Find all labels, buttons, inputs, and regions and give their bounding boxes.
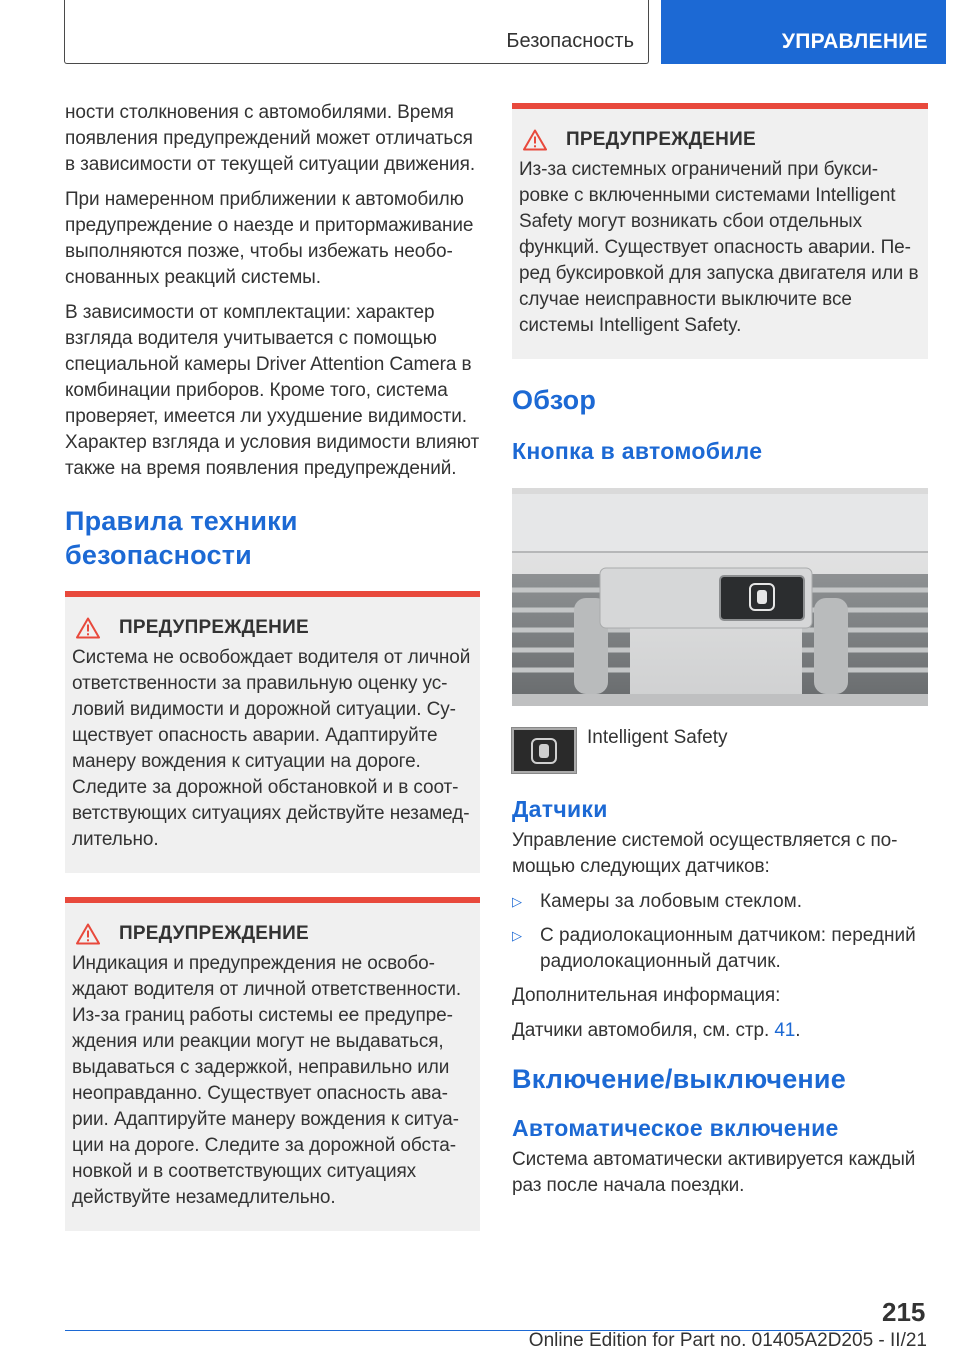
icon-legend — [512, 726, 928, 784]
page-number: 215 — [882, 1297, 926, 1327]
dashboard-button-photo — [512, 488, 928, 706]
warning-triangle-icon — [76, 617, 100, 639]
auto-on-heading: Автоматическое включение — [512, 1115, 839, 1141]
sensors-heading: Датчики — [512, 796, 608, 822]
safety-rules-heading: Правила техники безопасности — [65, 506, 298, 570]
button-heading: Кнопка в автомобиле — [512, 438, 763, 464]
warning-title-text: ПРЕДУПРЕЖДЕНИЕ — [119, 617, 309, 638]
warning-title-text: ПРЕДУПРЕЖДЕНИЕ — [119, 923, 309, 944]
sensors-intro: Управление системой осуществляется с помощью следующих датчиков: — [512, 830, 898, 877]
warning-text: Система не освобождает водителя от личной ответственности за правильную оценку условий видимости и дорожной ситуации. Существует опасность аварии. Адаптируйте манеру вождения к ситуации на дороге. Следите за дорожной обстановкой и в соответствующих ситуациях действуйте незамедлительно. — [72, 647, 471, 850]
list-item: ▷ Камеры за лобовым стеклом. — [512, 889, 928, 915]
bullet-marker-icon: ▷ — [512, 928, 522, 943]
paragraph: При намеренном приближении к автомобилю предупреждение о наезде и притормаживание выполняются позже, чтобы избежать необоснованных реакций системы. — [65, 189, 474, 288]
header-chapter-title: УПРАВЛЕНИЕ — [781, 30, 928, 53]
paragraph: В зависимости от комплектации: характер взгляда водителя учитывается с помощью специальной камеры Driver Attention Camera в комбинации приборов. Кроме того, система проверяет, имеется ли ухудшение видимости. Характер взгляда и условия видимости влияют также на время появления предупреждений. — [65, 302, 480, 479]
footer-edition: Online Edition for Part no. 01405A2D205 - II/21 — [528, 1330, 927, 1351]
warning-triangle-icon — [76, 923, 100, 945]
warning-text: Индикация и предупреждения не освобождают водителя от личной ответственности. Из-за границ работы системы ее предупреждения или реакции могут не выдаваться, выдаваться с задержкой, неправильно или неоправданно. Существует опасность аварии. Адаптируйте манеру вождения к ситуации на дороге. Следите за дорожной обстановкой и в соответствующих ситуациях действуйте незамедлительно. — [72, 953, 462, 1208]
warning-box — [512, 103, 928, 359]
header-section-title: Безопасность — [506, 30, 634, 52]
list-item: ▷ С радиолокационным датчиком: передний радиолокационный датчик. — [512, 925, 916, 972]
warning-title — [523, 125, 920, 155]
warning-box — [65, 897, 480, 1231]
legend-label: Intelligent Safety — [587, 727, 728, 748]
bullet-marker-icon: ▷ — [512, 894, 522, 909]
warning-title-text: ПРЕДУПРЕЖДЕНИЕ — [566, 129, 756, 150]
header-chapter-tab — [661, 0, 946, 64]
warning-box — [65, 591, 480, 873]
more-info-label: Дополнительная информация: — [512, 985, 781, 1006]
warning-text: Из-за системных ограничений при буксировке с включенными системами Intelligent Safety могут возникать сбои отдельных функций. Существует опасность аварии. Перед буксировкой для запуска двигателя или в случае неисправности выключите все системы Intelligent Safety. — [519, 159, 919, 336]
warning-title — [76, 613, 472, 643]
left-column — [65, 100, 480, 1231]
sensors-list — [512, 889, 928, 975]
intelligent-safety-icon — [512, 728, 576, 773]
right-column — [512, 103, 928, 1208]
overview-heading: Обзор — [512, 385, 597, 415]
cross-reference: Датчики автомобиля, см. стр. 41. — [512, 1020, 801, 1041]
header-section-box — [64, 0, 649, 64]
on-off-heading: Включение/выключение — [512, 1064, 846, 1094]
warning-title — [76, 919, 472, 949]
warning-triangle-icon — [523, 129, 547, 151]
auto-on-text: Система автоматически активируется каждый раз после начала поездки. — [512, 1149, 916, 1196]
page-link[interactable]: 41 — [774, 1020, 796, 1041]
paragraph: ности столкновения с автомобилями. Время появления предупреждений может отличаться в зависимости от текущей ситуации движения. — [65, 102, 475, 175]
